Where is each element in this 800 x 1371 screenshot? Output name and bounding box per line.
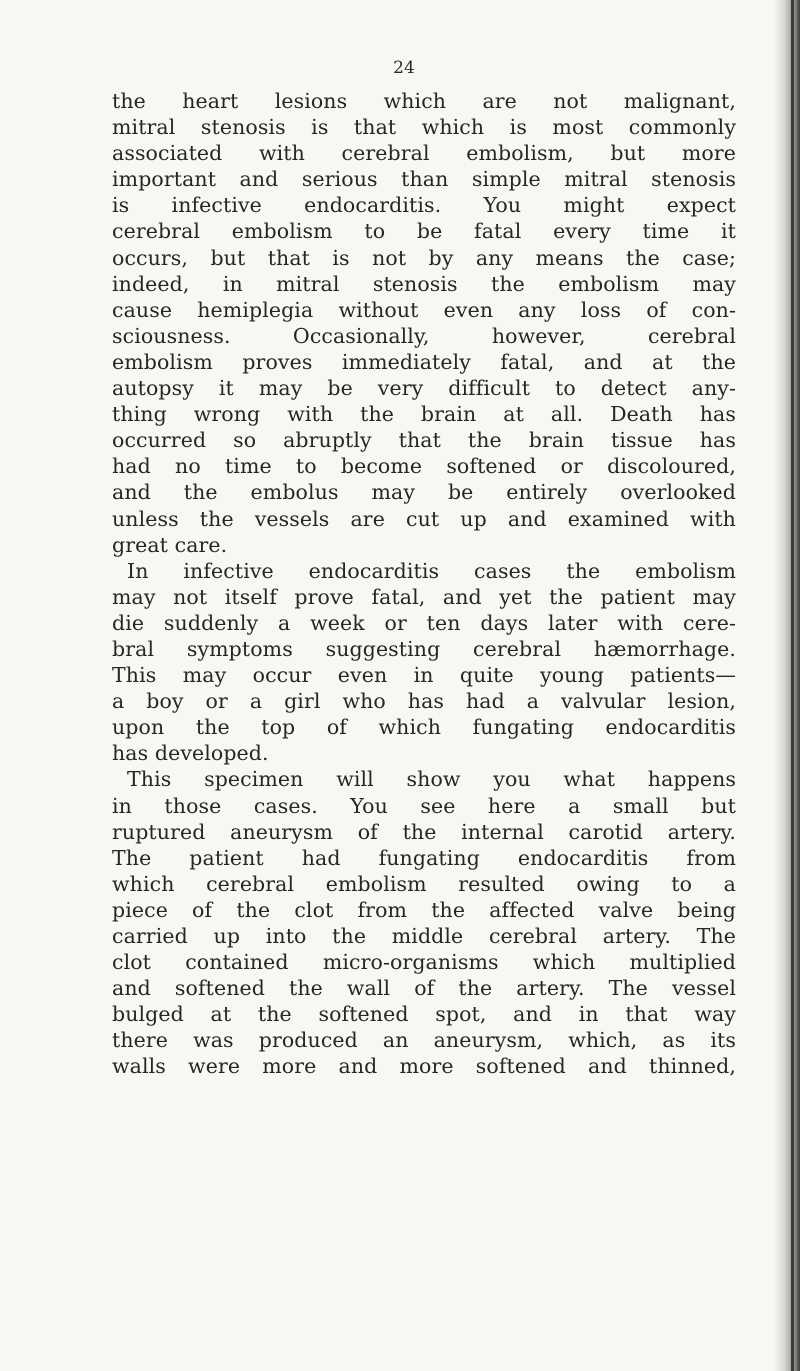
text-line: the heart lesions which are not malignant, xyxy=(112,89,736,113)
text-line: occurred so abruptly that the brain tissue has xyxy=(112,428,736,453)
text-line: a boy or a girl who has had a valvular lesion, xyxy=(112,689,736,714)
text-line: there was produced an aneurysm, which, as its xyxy=(112,1028,736,1053)
text-line: In infective endocarditis cases the embolism xyxy=(127,558,736,583)
text-line: which cerebral embolism resulted owing to a xyxy=(112,871,736,896)
text-line: This may occur even in quite young patients— xyxy=(112,663,736,688)
text-line: cerebral embolism to be fatal every time it xyxy=(112,219,736,244)
text-line: had no time to become softened or discoloured, xyxy=(112,454,736,479)
text-line: carried up into the middle cerebral artery. The xyxy=(112,924,736,948)
body-text xyxy=(112,88,736,1080)
text-line: ruptured aneurysm of the internal carotid artery. xyxy=(112,819,736,844)
text-line: piece of the clot from the affected valve being xyxy=(112,897,736,922)
text-line: upon the top of which fungating endocarditis xyxy=(112,715,736,740)
text-line: is infective endocarditis. You might expect xyxy=(112,193,736,218)
text-line: embolism proves immediately fatal, and at the xyxy=(112,349,736,374)
text-line: has developed. xyxy=(112,741,269,766)
text-line: bral symptoms suggesting cerebral hæmorrhage. xyxy=(112,636,736,661)
text-line: indeed, in mitral stenosis the embolism may xyxy=(112,271,736,296)
text-line: die suddenly a week or ten days later with cere- xyxy=(112,610,736,635)
text-line: associated with cerebral embolism, but more xyxy=(112,141,736,166)
text-line: thing wrong with the brain at all. Death has xyxy=(112,402,736,427)
text-line: clot contained micro-organisms which multiplied xyxy=(112,950,736,975)
page-number: 24 xyxy=(393,58,415,78)
text-line: unless the vessels are cut up and examined with xyxy=(112,506,736,531)
text-line: great care. xyxy=(112,532,228,557)
text-line: This specimen will show you what happens xyxy=(127,767,736,792)
text-line: autopsy it may be very difficult to detect any- xyxy=(112,376,736,401)
text-line: sciousness. Occasionally, however, cerebral xyxy=(112,323,736,348)
text-line: important and serious than simple mitral stenosis xyxy=(112,167,736,192)
text-line: occurs, but that is not by any means the case; xyxy=(112,245,736,270)
text-line: walls were more and more softened and thinned, xyxy=(112,1054,736,1079)
text-line: may not itself prove fatal, and yet the patient may xyxy=(112,584,736,609)
text-line: bulged at the softened spot, and in that way xyxy=(112,1002,736,1027)
text-line: cause hemiplegia without even any loss of con- xyxy=(112,297,736,322)
text-line: and the embolus may be entirely overlooked xyxy=(112,480,736,505)
text-line: in those cases. You see here a small but xyxy=(112,793,736,818)
page-edge-shadow xyxy=(774,0,800,1371)
text-line: mitral stenosis is that which is most commonly xyxy=(112,115,736,140)
text-line: The patient had fungating endocarditis from xyxy=(112,845,736,870)
text-line: and softened the wall of the artery. The vessel xyxy=(112,976,736,1001)
